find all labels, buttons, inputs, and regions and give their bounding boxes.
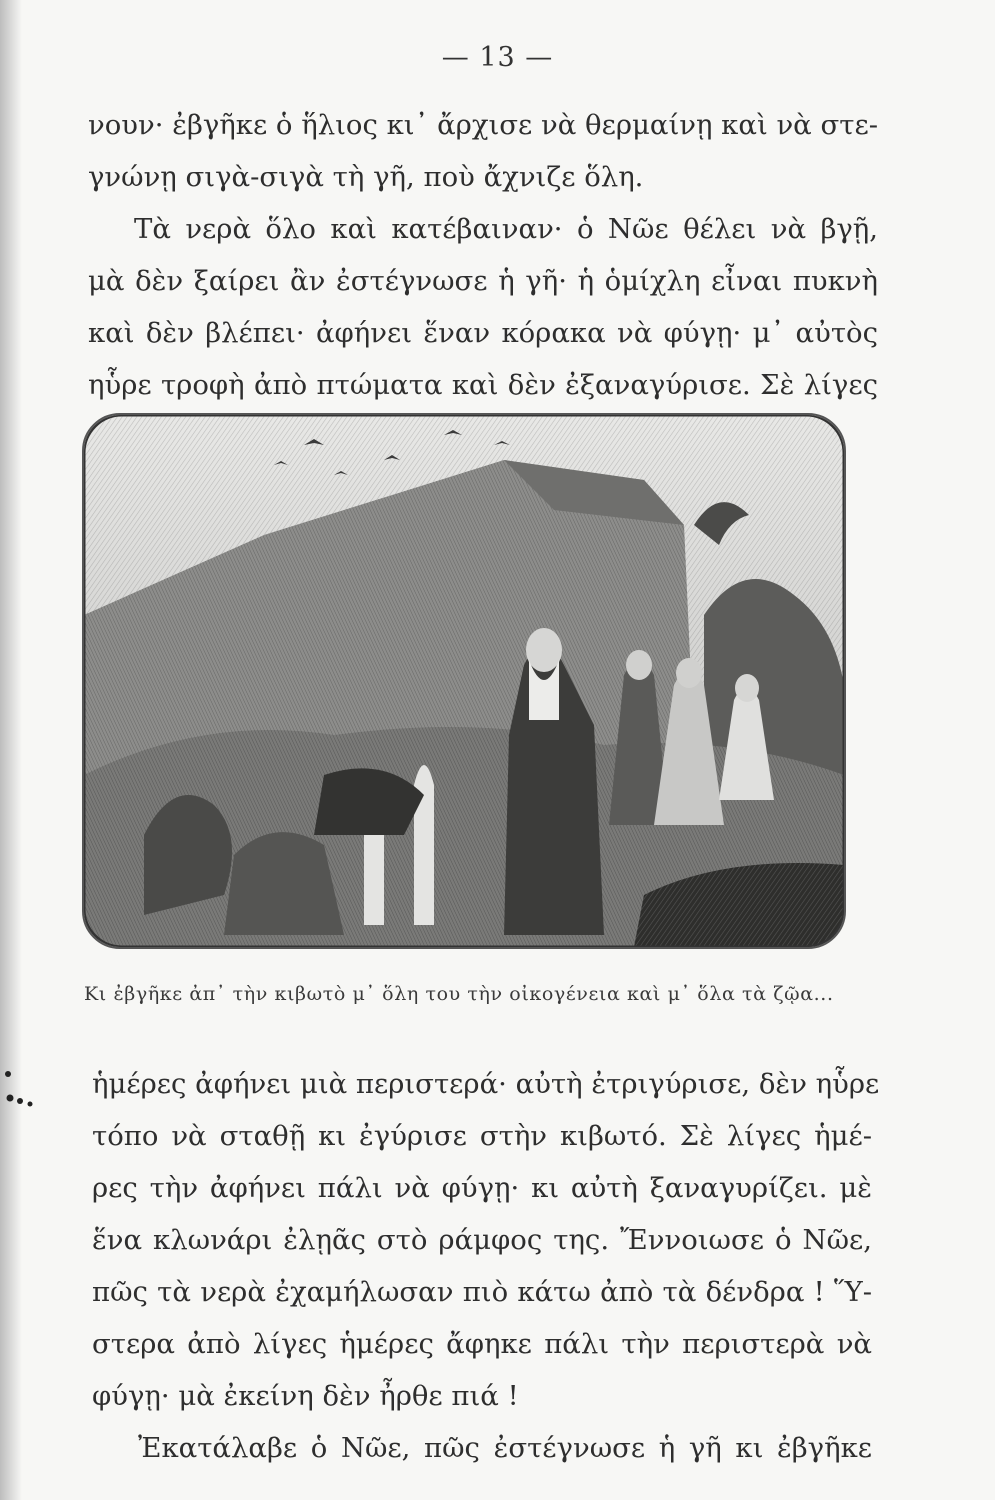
margin-ink-dots	[2, 1068, 42, 1118]
text-line: καὶ δὲν βλέπει· ἀφήνει ἕναν κόρακα νὰ φύγῃ· μ᾿ αὐτὸς	[88, 317, 878, 349]
bottom-paragraphs	[92, 1058, 880, 1474]
text-line: πῶς τὰ νερὰ ἐχαμήλωσαν πιὸ κάτω ἀπὸ τὰ δένδρα ! Ὕ-	[92, 1276, 872, 1308]
text-line: στερα ἀπὸ λίγες ἡμέρες ἄφηκε πάλι τὴν περιστερὰ νὰ	[92, 1328, 872, 1360]
text-line: τόπο νὰ σταθῇ κι ἐγύρισε στὴν κιβωτό. Σὲ λίγες ἡμέ-	[92, 1120, 872, 1152]
top-paragraphs	[88, 99, 878, 411]
text-line: φύγῃ· μὰ ἐκείνη δὲν ἦρθε πιά !	[92, 1380, 519, 1412]
page-number: — 13 —	[441, 42, 554, 73]
figure-caption: Κι ἐβγῆκε ἀπ᾿ τὴν κιβωτὸ μ᾿ ὅλη του τὴν οἰκογένεια καὶ μ᾿ ὅλα τὰ ζῷα...	[84, 983, 834, 1005]
page-edge-shadow	[0, 0, 22, 1500]
illustration-noah-ark	[82, 413, 846, 949]
text-line: ρες τὴν ἀφήνει πάλι νὰ φύγῃ· κι αὐτὴ ξαναγυρίζει. μὲ	[92, 1172, 872, 1204]
text-line: γνώνῃ σιγὰ-σιγὰ τὴ γῆ, ποὺ ἄχνιζε ὅλη.	[88, 161, 644, 193]
text-line: ηὗρε τροφὴ ἀπὸ πτώματα καὶ δὲν ἐξαναγύρισε. Σὲ λίγες	[88, 369, 878, 401]
text-line: Ἐκατάλαβε ὁ Νῶε, πῶς ἐστέγνωσε ἡ γῆ κι ἐβγῆκε	[138, 1432, 872, 1464]
text-line: Τὰ νερὰ ὅλο καὶ κατέβαιναν· ὁ Νῶε θέλει νὰ βγῇ,	[134, 213, 878, 245]
text-line: νουν· ἐβγῆκε ὁ ἥλιος κι᾿ ἄρχισε νὰ θερμαίνῃ καὶ νὰ στε-	[88, 109, 879, 141]
text-line: μὰ δὲν ξαίρει ἂν ἐστέγνωσε ἡ γῆ· ἡ ὁμίχλη εἶναι πυκνὴ	[88, 265, 878, 297]
text-line: ἕνα κλωνάρι ἐλῃᾶς στὸ ράμφος της. Ἔννοιωσε ὁ Νῶε,	[92, 1224, 872, 1256]
text-line: ἡμέρες ἀφήνει μιὰ περιστερά· αὐτὴ ἐτριγύρισε, δὲν ηὗρε	[92, 1068, 880, 1100]
